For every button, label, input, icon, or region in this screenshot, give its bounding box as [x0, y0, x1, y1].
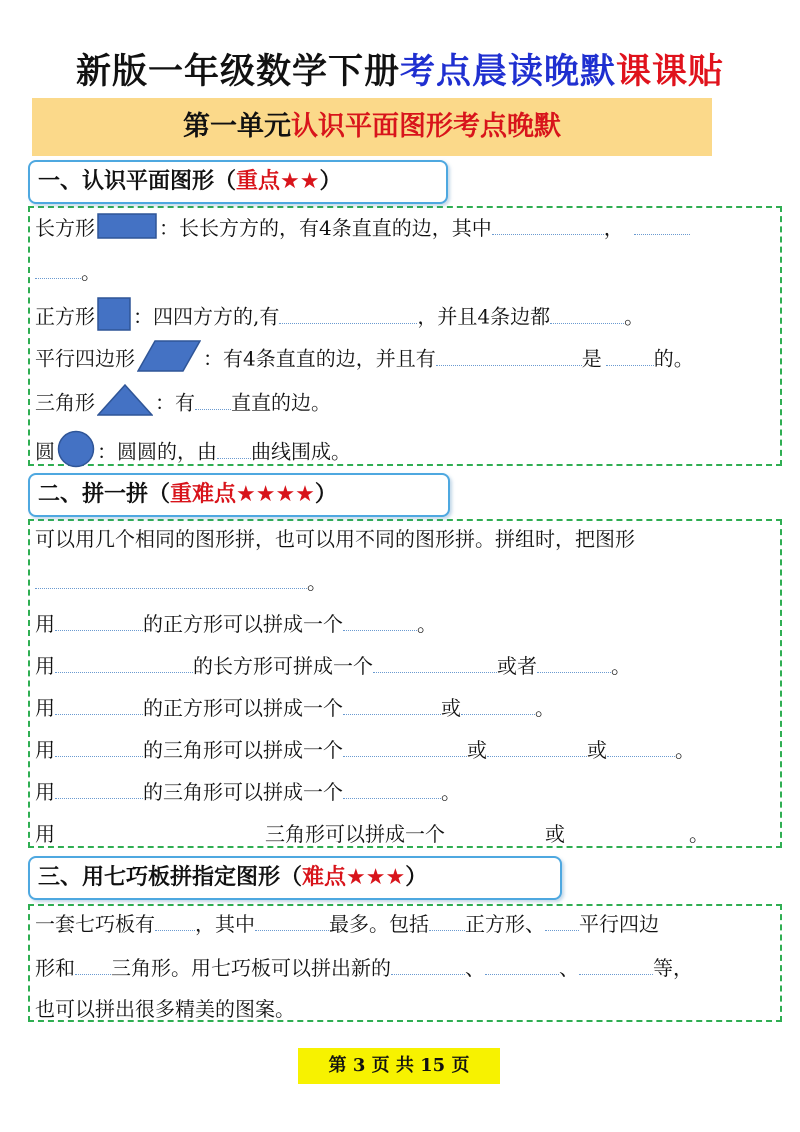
yong-label: 用 [35, 654, 55, 678]
s2-intro: 可以用几个相同的图形拼，也可以用不同的图形拼。拼组时，把图形 [35, 527, 635, 551]
s3-s9: 、 [559, 956, 579, 980]
answer-blank[interactable] [487, 734, 587, 757]
square-label: 正方形 [35, 304, 95, 329]
triangle-shape-icon [97, 384, 153, 424]
section-1-heading [28, 160, 448, 204]
s3-s1: 一套七巧板有 [35, 912, 155, 936]
s2-l2-or: 或者 [497, 654, 537, 678]
section-3-close: ） [405, 865, 428, 890]
s3-s5: 平行四边 [579, 912, 659, 936]
s3-line-3 [35, 994, 295, 1024]
answer-blank[interactable] [55, 692, 143, 715]
s1-line-rectangle-cont [35, 256, 101, 287]
section-3-heading-text: 三、用七巧板拼指定图形（ [38, 865, 303, 890]
s2-line-intro-cont [35, 566, 327, 597]
yong-label: 用 [35, 696, 55, 720]
answer-blank[interactable] [634, 212, 690, 235]
triangle-text: ：有 [155, 390, 195, 415]
answer-blank[interactable] [35, 566, 307, 589]
s3-s4: 正方形、 [465, 912, 545, 936]
section-1-heading-text: 一、认识平面图形（ [38, 169, 237, 194]
title-part-3: 课课贴 [616, 52, 725, 92]
s2-line-3 [35, 692, 555, 723]
answer-blank[interactable] [492, 212, 604, 235]
s2-l5-end: 。 [441, 780, 461, 804]
s2-l4-end: 。 [675, 738, 695, 762]
answer-blank[interactable] [550, 301, 624, 324]
s2-l3-or: 或 [441, 696, 461, 720]
s1-line-rectangle [35, 212, 690, 247]
s3-s11: 也可以拼出很多精美的图案。 [35, 997, 295, 1021]
answer-blank[interactable] [279, 301, 417, 324]
answer-blank[interactable] [391, 952, 465, 975]
s3-s6: 形和 [35, 956, 75, 980]
parallelogram-mid: 是 [581, 346, 602, 371]
triangle-label: 三角形 [35, 390, 95, 415]
parallelogram-text: ：有4条直直的边，并且有 [203, 346, 436, 371]
s2-l2-mid: 的长方形可拼成一个 [193, 654, 373, 678]
s2-line-1 [35, 608, 437, 639]
answer-blank[interactable] [445, 818, 545, 841]
circle-end: 曲线围成。 [251, 439, 351, 464]
unit-prefix: 第一单元 [183, 111, 291, 142]
section-2-tag: 重难点★★★★ [170, 482, 315, 507]
answer-blank[interactable] [55, 818, 265, 841]
section-2-heading [28, 473, 450, 517]
triangle-end: 直直的边。 [231, 390, 331, 415]
s3-s10: 等， [653, 956, 693, 980]
s3-line-2 [35, 952, 693, 983]
circle-shape-icon [57, 430, 95, 476]
square-end: 。 [624, 304, 645, 329]
s3-s2: ，其中 [195, 912, 255, 936]
answer-blank[interactable] [55, 650, 193, 673]
s2-line-6 [35, 818, 709, 849]
s2-line-2 [35, 650, 631, 681]
s2-intro-end: 。 [307, 570, 327, 594]
s3-s3: 最多。包括 [329, 912, 429, 936]
answer-blank[interactable] [537, 650, 611, 673]
parallelogram-label: 平行四边形 [35, 346, 135, 371]
s2-l6-or: 或 [545, 822, 565, 846]
answer-blank[interactable] [373, 650, 497, 673]
s2-line-4 [35, 734, 695, 765]
answer-blank[interactable] [485, 952, 559, 975]
square-text: ：四四方方的,有 [133, 304, 280, 329]
circle-text: ：圆圆的，由 [97, 439, 217, 464]
s3-s8: 、 [465, 956, 485, 980]
yong-label: 用 [35, 612, 55, 636]
unit-topic: 认识平面图形考点晚默 [291, 111, 561, 142]
s1-line-parallelogram [35, 340, 694, 380]
answer-blank[interactable] [606, 343, 654, 366]
s2-l1-end: 。 [417, 612, 437, 636]
answer-blank[interactable] [343, 608, 417, 631]
answer-blank[interactable] [75, 952, 111, 975]
answer-blank[interactable] [607, 734, 675, 757]
period: 。 [81, 260, 101, 284]
answer-blank[interactable] [55, 776, 143, 799]
parallelogram-shape-icon [137, 340, 201, 380]
answer-blank[interactable] [429, 908, 465, 931]
section-1-tag: 重点★★ [236, 169, 320, 194]
rectangle-label: 长方形 [35, 216, 95, 240]
unit-banner [32, 98, 712, 156]
s2-l5-mid: 的三角形可以拼成一个 [143, 780, 343, 804]
square-shape-icon [97, 297, 131, 339]
page-number-label: 第 3 页 共 15 页 [298, 1048, 500, 1084]
answer-blank[interactable] [343, 776, 441, 799]
section-1-close: ） [319, 169, 342, 194]
answer-blank[interactable] [195, 387, 231, 410]
rectangle-text: ：长长方方的，有4条直直的边，其中 [159, 216, 492, 240]
s2-line-intro [35, 524, 635, 554]
answer-blank[interactable] [255, 908, 329, 931]
yong-label: 用 [35, 780, 55, 804]
comma: ， [603, 216, 624, 240]
answer-blank[interactable] [343, 734, 467, 757]
answer-blank[interactable] [343, 692, 441, 715]
title-part-2: 考点晨读晚默 [399, 52, 616, 92]
square-mid: ，并且4条边都 [417, 304, 551, 329]
s2-l6-mid: 三角形可以拼成一个 [265, 822, 445, 846]
s2-l4-mid: 的三角形可以拼成一个 [143, 738, 343, 762]
s3-line-1 [35, 908, 659, 939]
s2-l4-or2: 或 [587, 738, 607, 762]
s3-s7: 三角形。用七巧板可以拼出新的 [111, 956, 391, 980]
s1-line-circle [35, 430, 351, 476]
yong-label: 用 [35, 822, 55, 846]
answer-blank[interactable] [217, 436, 251, 459]
s2-l3-end: 。 [535, 696, 555, 720]
answer-blank[interactable] [55, 608, 143, 631]
section-3-heading [28, 856, 562, 900]
s2-l1-mid: 的正方形可以拼成一个 [143, 612, 343, 636]
title-part-1: 新版一年级数学下册 [75, 52, 400, 92]
parallelogram-end: 的。 [653, 346, 694, 371]
s1-line-triangle [35, 384, 331, 424]
answer-blank[interactable] [436, 343, 582, 366]
answer-blank[interactable] [155, 908, 195, 931]
rectangle-shape-icon [97, 213, 157, 247]
answer-blank[interactable] [35, 256, 81, 279]
s2-l3-mid: 的正方形可以拼成一个 [143, 696, 343, 720]
answer-blank[interactable] [461, 692, 535, 715]
circle-label: 圆 [35, 439, 55, 464]
answer-blank[interactable] [565, 818, 689, 841]
section-2-close: ） [314, 482, 337, 507]
answer-blank[interactable] [579, 952, 653, 975]
section-3-tag: 难点★★★ [302, 865, 406, 890]
s2-line-5 [35, 776, 461, 807]
page-title [0, 44, 800, 94]
s2-l4-or1: 或 [467, 738, 487, 762]
answer-blank[interactable] [545, 908, 579, 931]
section-2-heading-text: 二、拼一拼（ [38, 482, 171, 507]
yong-label: 用 [35, 738, 55, 762]
s1-line-square [35, 297, 644, 339]
s2-l2-end: 。 [611, 654, 631, 678]
s2-l6-end: 。 [689, 822, 709, 846]
answer-blank[interactable] [55, 734, 143, 757]
